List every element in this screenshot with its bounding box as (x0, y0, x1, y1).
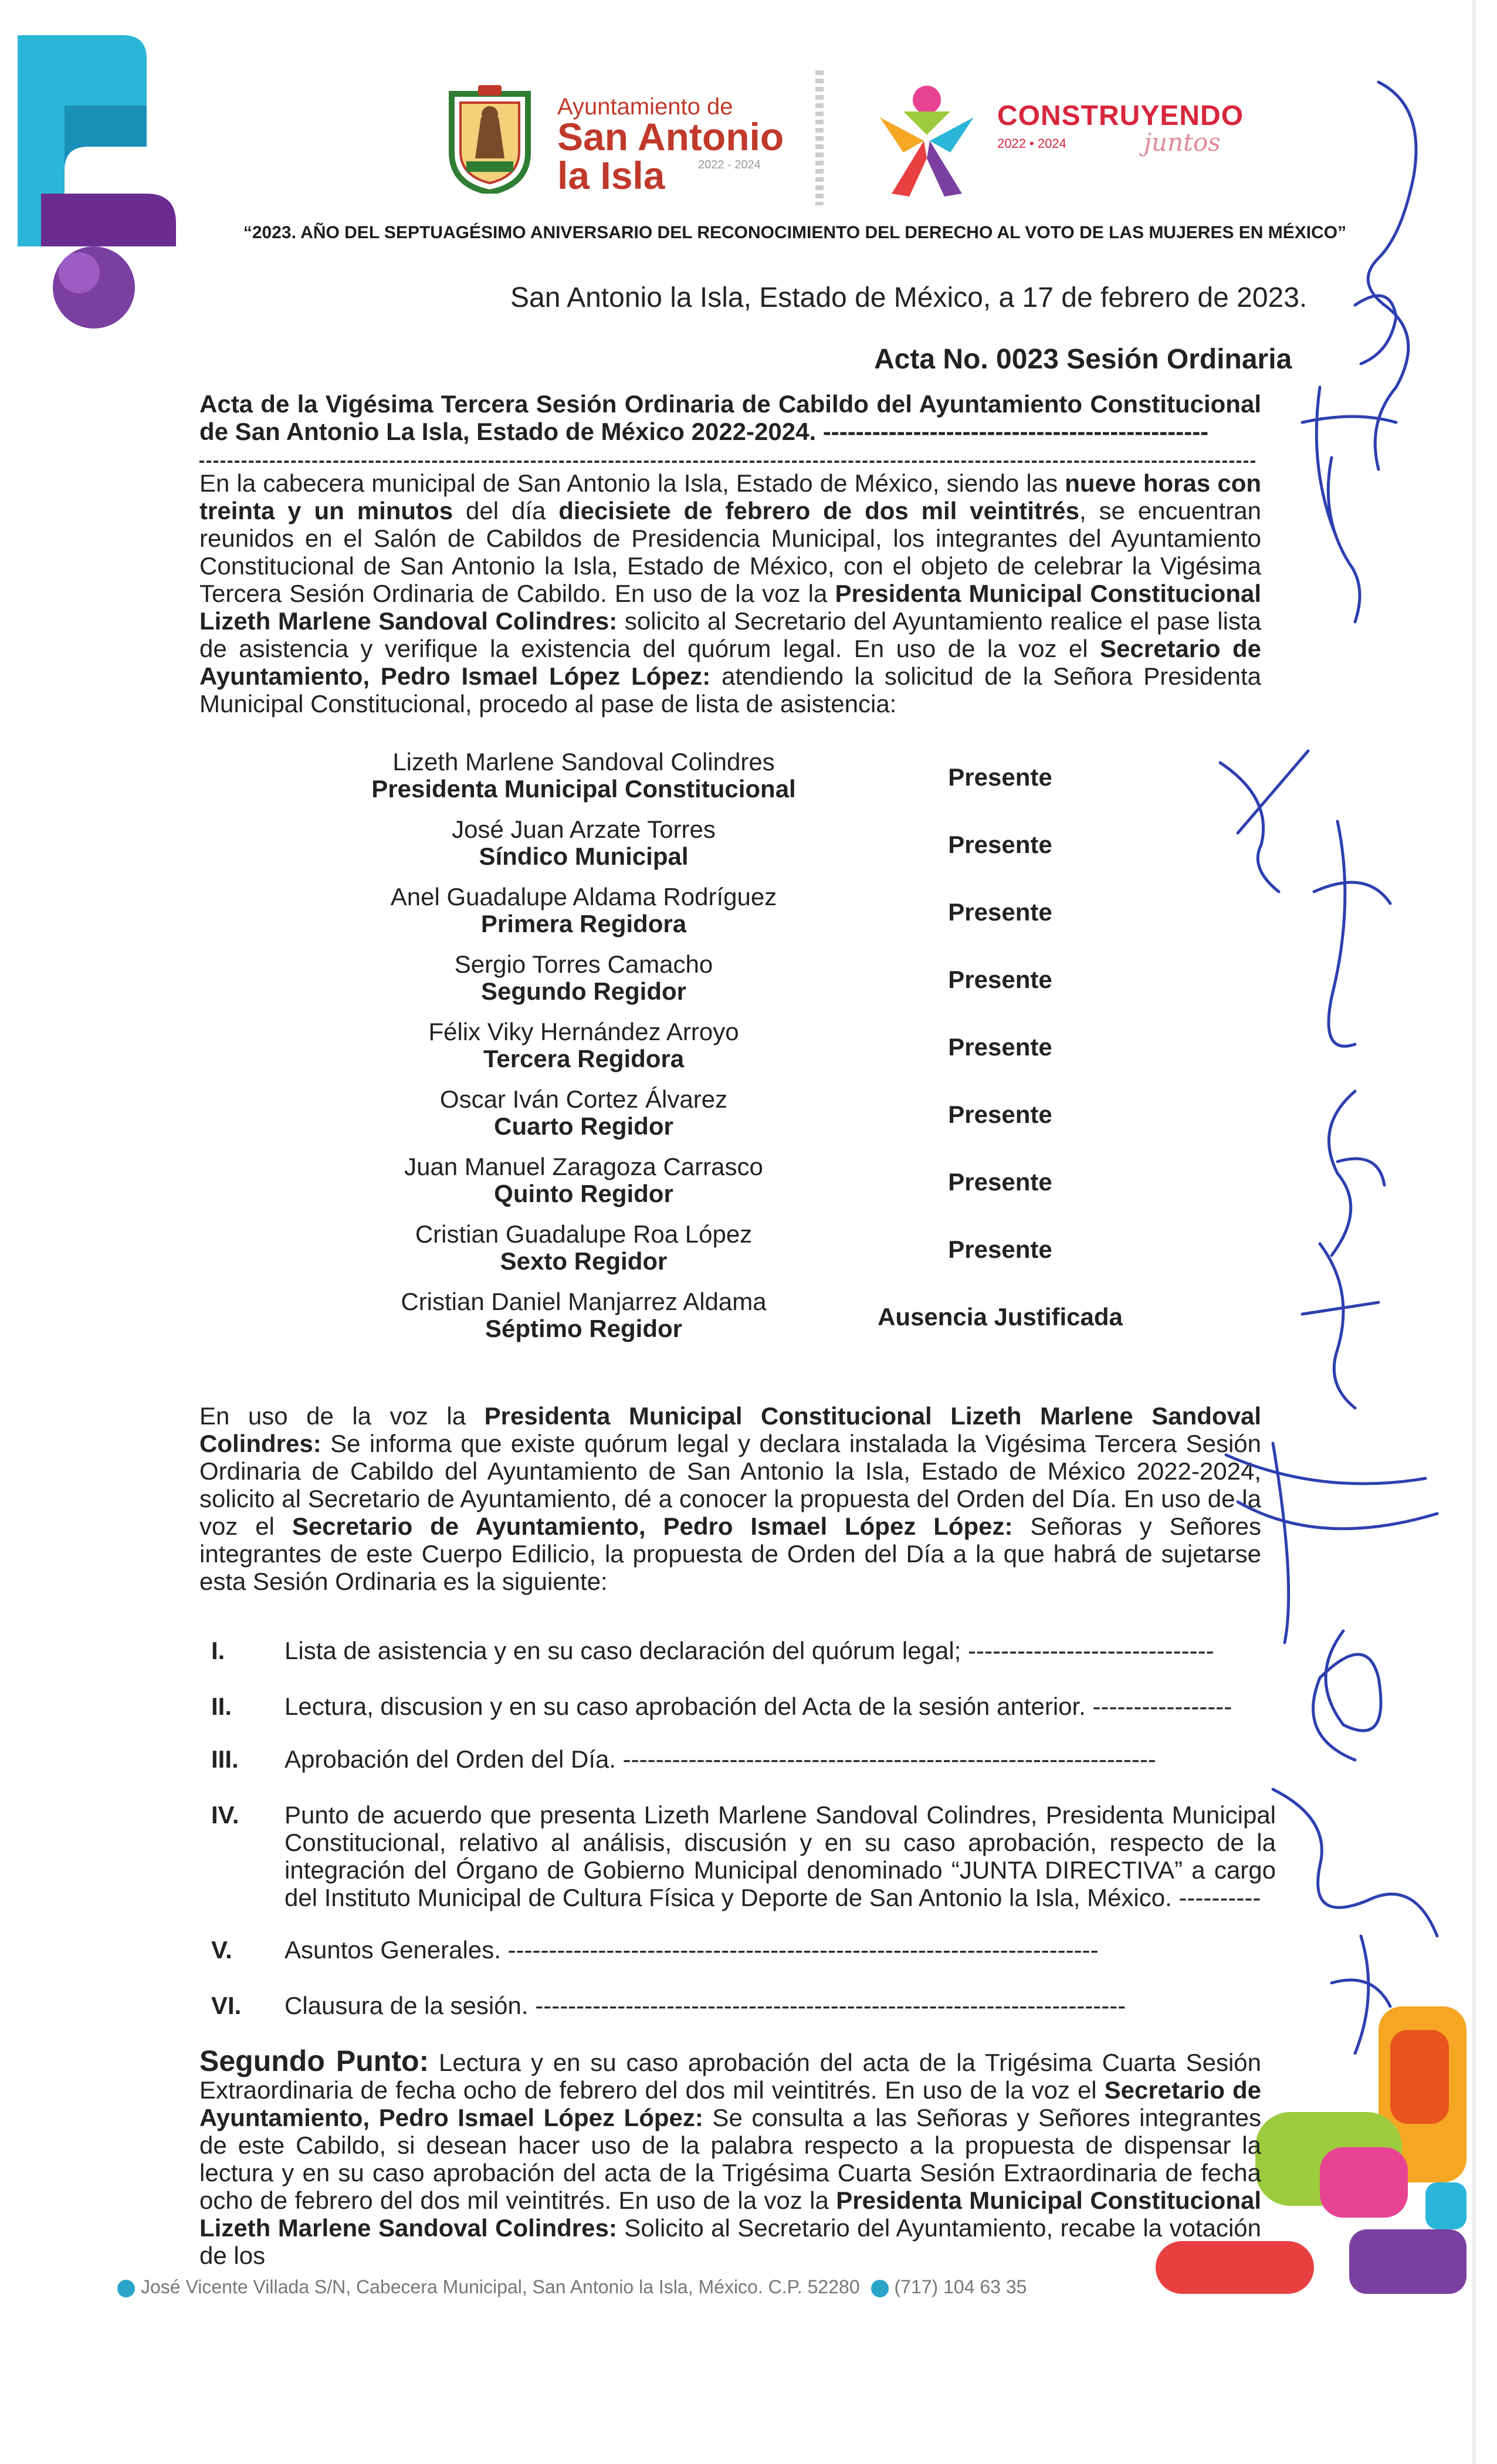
member-role: Síndico Municipal (479, 842, 689, 870)
brand-name-line-1: San Antonio (557, 115, 784, 158)
page-edge-right (1472, 0, 1476, 2464)
member-name: José Juan Arzate Torres (452, 815, 716, 843)
member-role: Cuarto Regidor (494, 1112, 673, 1140)
footer-address: José Vicente Villada S/N, Cabecera Municipal, San Antonio la Isla, México. C.P. 52280 (141, 2276, 860, 2297)
intro-text-2: del día (453, 497, 559, 524)
member-status: Presente (948, 763, 1052, 791)
agenda-number: VI. (211, 1992, 242, 2019)
attendance-row (328, 1153, 1208, 1217)
member-role: Presidenta Municipal Constitucional (371, 775, 796, 803)
member-role: Segundo Regidor (481, 977, 686, 1005)
second-point-label: Segundo Punto: (199, 2045, 429, 2077)
second-point-text-3: Solicito al Secretario del Ayuntamiento, recabe la votación de los (199, 2214, 1262, 2269)
member-status: Presente (948, 966, 1052, 993)
brand-name (557, 117, 784, 195)
member-name: Anel Guadalupe Aldama Rodríguez (390, 883, 777, 911)
member-name: Cristian Guadalupe Roa López (415, 1220, 753, 1248)
agenda-number: V. (211, 1936, 232, 1964)
member-status: Presente (948, 831, 1052, 858)
acta-number: Acta No. 0023 Sesión Ordinaria (874, 344, 1292, 375)
agenda-item: Asuntos Generales. ------------------------------------------------------------------------ (285, 1936, 1099, 1964)
member-name: Cristian Daniel Manjarrez Aldama (401, 1288, 767, 1315)
signature-margin (1203, 59, 1472, 2100)
coat-of-arms-icon (446, 82, 534, 194)
campaign-script: juntos (1144, 128, 1221, 157)
campaign-years: 2022 • 2024 (997, 136, 1066, 151)
second-point-secretario: Secretario de Ayuntamiento, Pedro Ismael López López: (199, 2076, 1261, 2131)
location-icon (117, 2280, 135, 2297)
phone-icon (871, 2280, 889, 2297)
brand-years: 2022 - 2024 (698, 158, 761, 171)
intro-date: diecisiete de febrero de dos mil veintitrés (558, 497, 1079, 524)
place-date: San Antonio la Isla, Estado de México, a 17 de febrero de 2023. (510, 282, 1308, 313)
member-name: Sergio Torres Camacho (454, 950, 713, 978)
intro-paragraph (199, 469, 1261, 717)
member-name: Félix Viky Hernández Arroyo (428, 1018, 739, 1045)
agenda-item: Clausura de la sesión. ------------------------------------------------------------------------ (285, 1992, 1126, 2019)
attendance-row (328, 1085, 1208, 1150)
construyendo-star-icon (868, 76, 985, 205)
intro-text-5: atendiendo la solicitud de la Señora Presidenta Municipal Constitucional, procedo al pase de lista de asistencia: (199, 662, 1261, 717)
member-status: Presente (948, 1033, 1052, 1061)
quorum-text-1: En uso de la voz la (199, 1402, 485, 1430)
quorum-text-2: Se informa que existe quórum legal y declara instalada la Vigésima Tercera Sesión Ordinaria de Cabildo del Ayuntamiento de San Antonio la Isla, Estado de México 2022-2024, solicito al Secretario de Ayuntamiento, dé a conocer la propuesta del Orden del Día. En uso de la voz el (199, 1430, 1261, 1540)
header-separator (815, 70, 824, 205)
brand-subtitle: Ayuntamiento de (557, 94, 733, 120)
second-point-presidenta: Presidenta Municipal Constitucional Lizeth Marlene Sandoval Colindres: (199, 2187, 1261, 2242)
intro-text-3: , se encuentran reunidos en el Salón de Cabildos de Presidencia Municipal, los integrantes del Ayuntamiento Constitucional de San Antonio la Isla, Estado de México, con el objeto de celebrar la Vigésima Tercera Sesión Ordinaria de Cabildo. En uso de la voz la (199, 497, 1262, 607)
intro-text-4: solicito al Secretario del Ayuntamiento realice el pase lista de asistencia y verifique la existencia del quórum legal. En uso de la voz el (199, 607, 1261, 662)
agenda-item: Lectura, discusion y en su caso aprobación del Acta de la sesión anterior. ----------------- (285, 1693, 1232, 1720)
intro-text-1: En la cabecera municipal de San Antonio la Isla, Estado de México, siendo las (199, 469, 1065, 497)
member-name: Oscar Iván Cortez Álvarez (439, 1085, 728, 1113)
quorum-paragraph (199, 1402, 1261, 1595)
attendance-row (328, 950, 1208, 1015)
document-heading (199, 390, 1261, 445)
agenda-item: Punto de acuerdo que presenta Lizeth Marlene Sandoval Colindres, Presidenta Municipal Constitucional, relativo al análisis, discusión y en su caso aprobación, respecto de la integración del Órgano de Gobierno Municipal denominado “JUNTA DIRECTIVA” a cargo del Instituto Municipal de Cultura Física y Deporte de San Antonio la Isla, México. ---------- (285, 1801, 1276, 1911)
quorum-secretario: Secretario de Ayuntamiento, Pedro Ismael López López: (292, 1512, 1013, 1540)
member-name: Juan Manuel Zaragoza Carrasco (404, 1153, 763, 1180)
member-status: Presente (948, 898, 1052, 926)
agenda-item: Aprobación del Orden del Día. ----------------------------------------------------------------- (285, 1745, 1156, 1773)
ayuntamiento-logo (446, 70, 804, 205)
agenda-number: II. (211, 1693, 232, 1720)
agenda-item: Lista de asistencia y en su caso declaración del quórum legal; ------------------------------ (285, 1637, 1214, 1664)
agenda-number: IV. (211, 1801, 239, 1829)
heading-dashes: ----------------------------------------------- (822, 418, 1209, 445)
quorum-presidenta: Presidenta Municipal Constitucional Lizeth Marlene Sandoval Colindres: (199, 1402, 1262, 1457)
member-role: Quinto Regidor (494, 1180, 673, 1207)
intro-secretario: Secretario de Ayuntamiento, Pedro Ismael López López: (199, 635, 1261, 690)
decor-top-left (0, 0, 194, 375)
second-point-text-2: Se consulta a las Señoras y Señores integrantes de este Cabildo, si desean hacer uso de la palabra respecto a la propuesta de dispensar la lectura y en su caso aprobación del acta de la Trigésima Cuarta Sesión Extraordinaria de fecha ocho de febrero del dos mil veintitrés. En uso de la voz la (199, 2104, 1261, 2214)
attendance-row (328, 748, 1208, 813)
brand-name-line-2: la Isla (557, 154, 665, 197)
member-role: Sexto Regidor (500, 1247, 668, 1275)
attendance-row (328, 883, 1208, 947)
footer (117, 2276, 1027, 2298)
member-status: Presente (948, 1101, 1052, 1128)
heading-text: Acta de la Vigésima Tercera Sesión Ordinaria de Cabildo del Ayuntamiento Constitucional de San Antonio La Isla, Estado de México 2022-2024. (199, 390, 1261, 445)
attendance-row (328, 1220, 1208, 1285)
attendance-row (328, 1018, 1208, 1082)
second-point-paragraph (199, 2047, 1261, 2269)
attendance-row (328, 815, 1208, 880)
member-role: Primera Regidora (480, 910, 687, 937)
member-name: Lizeth Marlene Sandoval Colindres (392, 748, 775, 776)
intro-presidenta: Presidenta Municipal Constitucional Lizeth Marlene Sandoval Colindres: (199, 580, 1262, 635)
second-point-text-1: Lectura y en su caso aprobación del acta de la Trigésima Cuarta Sesión Extraordinaria de fecha ocho de febrero del dos mil veintitrés. En uso de la voz el (199, 2049, 1261, 2104)
quorum-text-3: Señoras y Señores integrantes de este Cuerpo Edilicio, la propuesta de Orden del Día a la que habrá de sujetarse esta Sesión Ordinaria es la siguiente: (199, 1512, 1262, 1595)
intro-time: nueve horas con treinta y un minutos (199, 469, 1262, 524)
agenda-number: III. (211, 1745, 239, 1773)
member-status: Ausencia Justificada (878, 1303, 1123, 1331)
campaign-title: CONSTRUYENDO (997, 100, 1244, 131)
member-status: Presente (948, 1168, 1052, 1196)
member-status: Presente (948, 1236, 1052, 1263)
agenda-number: I. (211, 1637, 225, 1664)
official-motto: “2023. AÑO DEL SEPTUAGÉSIMO ANIVERSARIO DEL RECONOCIMIENTO DEL DERECHO AL VOTO DE LAS MUJERES EN MÉXICO” (243, 223, 1347, 242)
attendance-row (328, 1288, 1208, 1352)
footer-phone: (717) 104 63 35 (894, 2276, 1027, 2297)
member-role: Tercera Regidora (483, 1045, 685, 1072)
separator-dashes (199, 461, 1255, 463)
member-role: Séptimo Regidor (485, 1315, 683, 1342)
